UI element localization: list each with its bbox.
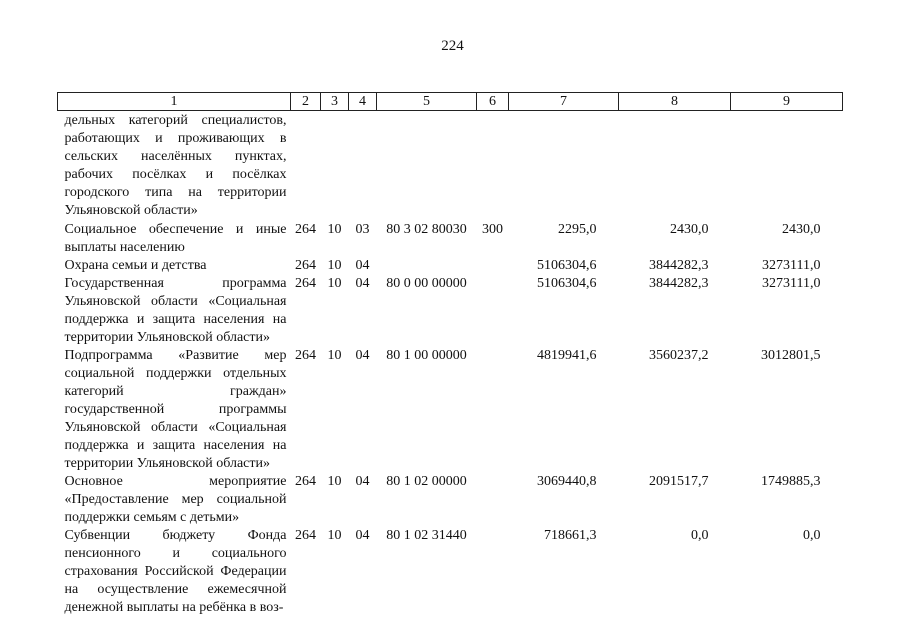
row-section-code: 10 [327, 348, 342, 363]
row-amount-7: 5106304,6 [537, 276, 597, 291]
header-col-4: 4 [349, 93, 377, 111]
row-amount-8: 0,0 [691, 528, 709, 543]
row-amount-8: 3844282,3 [649, 276, 709, 291]
row-expense-type: 300 [482, 222, 503, 237]
row-name: Охрана семьи и детства [64, 258, 207, 273]
header-col-3: 3 [321, 93, 349, 111]
row-name: Государственная программа Ульяновской области «Социальная поддержка и защита населения на территории Ульяновской области» [64, 276, 287, 345]
row-target-code: 80 1 02 00000 [386, 474, 467, 489]
row-amount-7: 3069440,8 [537, 474, 597, 489]
header-col-8: 8 [619, 93, 731, 111]
row-expense-type [477, 473, 509, 527]
row-amount-7 [509, 111, 619, 221]
table-row [58, 347, 843, 473]
row-subsection-code: 04 [355, 348, 370, 363]
row-name: Подпрограмма «Развитие мер социальной поддержки отдельных категорий граждан» государственной программы Ульяновской области «Социальная поддержка и защита населения на территории Ульяновской области» [64, 348, 287, 471]
row-section-code: 10 [327, 276, 342, 291]
row-target-code [377, 111, 477, 221]
row-amount-9: 2430,0 [782, 222, 821, 237]
row-amount-7: 4819941,6 [537, 348, 597, 363]
row-amount-9: 3273111,0 [762, 258, 821, 273]
row-expense-type [477, 347, 509, 473]
row-ministry-code: 264 [295, 276, 316, 291]
row-amount-9: 3273111,0 [762, 276, 821, 291]
row-amount-7: 718661,3 [544, 528, 597, 543]
row-amount-9: 3012801,5 [761, 348, 821, 363]
page-number: 224 [441, 38, 464, 54]
table-row [58, 111, 843, 221]
header-col-9: 9 [731, 93, 843, 111]
header-col-5: 5 [377, 93, 477, 111]
row-amount-7: 5106304,6 [537, 258, 597, 273]
row-amount-7: 2295,0 [558, 222, 597, 237]
row-ministry-code: 264 [295, 528, 316, 543]
row-name: Основное мероприятие «Предоставление мер социальной поддержки семьям с детьми» [64, 474, 287, 525]
row-target-code: 80 1 00 00000 [386, 348, 467, 363]
row-ministry-code: 264 [295, 222, 316, 237]
row-name: дельных категорий специалистов, работающих и проживающих в сельских населённых пунктах, рабочих посёлках и посёлках городского типа на территории Ульяновской области» [64, 113, 287, 218]
header-col-2: 2 [291, 93, 321, 111]
row-section-code: 10 [327, 528, 342, 543]
row-target-code: 80 1 02 31440 [386, 528, 467, 543]
row-section-code: 10 [327, 474, 342, 489]
row-name: Субвенции бюджету Фонда пенсионного и социального страхования Российской Федерации на осуществление ежемесячной денежной выплаты на ребёнка в воз- [64, 528, 287, 615]
row-subsection-code: 03 [355, 222, 370, 237]
table-row [58, 275, 843, 347]
row-amount-8: 2091517,7 [649, 474, 709, 489]
table-row [58, 220, 843, 257]
row-target-code [377, 257, 477, 275]
row-ministry-code: 264 [295, 348, 316, 363]
row-expense-type [477, 257, 509, 275]
row-target-code: 80 3 02 80030 [386, 222, 467, 237]
row-expense-type [477, 111, 509, 221]
row-amount-9: 1749885,3 [761, 474, 821, 489]
row-name: Социальное обеспечение и иные выплаты населению [64, 222, 287, 255]
table-row [58, 473, 843, 527]
row-section-code: 10 [327, 258, 342, 273]
header-row [58, 93, 843, 111]
row-amount-8: 2430,0 [670, 222, 709, 237]
row-subsection-code: 04 [355, 528, 370, 543]
header-col-6: 6 [477, 93, 509, 111]
table-row [58, 257, 843, 275]
row-target-code: 80 0 00 00000 [386, 276, 467, 291]
row-subsection-code: 04 [355, 276, 370, 291]
budget-table [57, 92, 843, 617]
row-expense-type [477, 275, 509, 347]
row-expense-type [477, 527, 509, 617]
row-amount-8: 3560237,2 [649, 348, 709, 363]
row-amount-9 [731, 111, 843, 221]
row-amount-8 [619, 111, 731, 221]
row-ministry-code: 264 [295, 474, 316, 489]
row-section-code [321, 111, 349, 221]
row-subsection-code: 04 [355, 258, 370, 273]
row-amount-9: 0,0 [803, 528, 821, 543]
header-col-7: 7 [509, 93, 619, 111]
header-col-1: 1 [58, 93, 291, 111]
row-section-code: 10 [327, 222, 342, 237]
row-subsection-code [349, 111, 377, 221]
table-row [58, 527, 843, 617]
row-subsection-code: 04 [355, 474, 370, 489]
row-amount-8: 3844282,3 [649, 258, 709, 273]
row-ministry-code: 264 [295, 258, 316, 273]
row-ministry-code [291, 111, 321, 221]
